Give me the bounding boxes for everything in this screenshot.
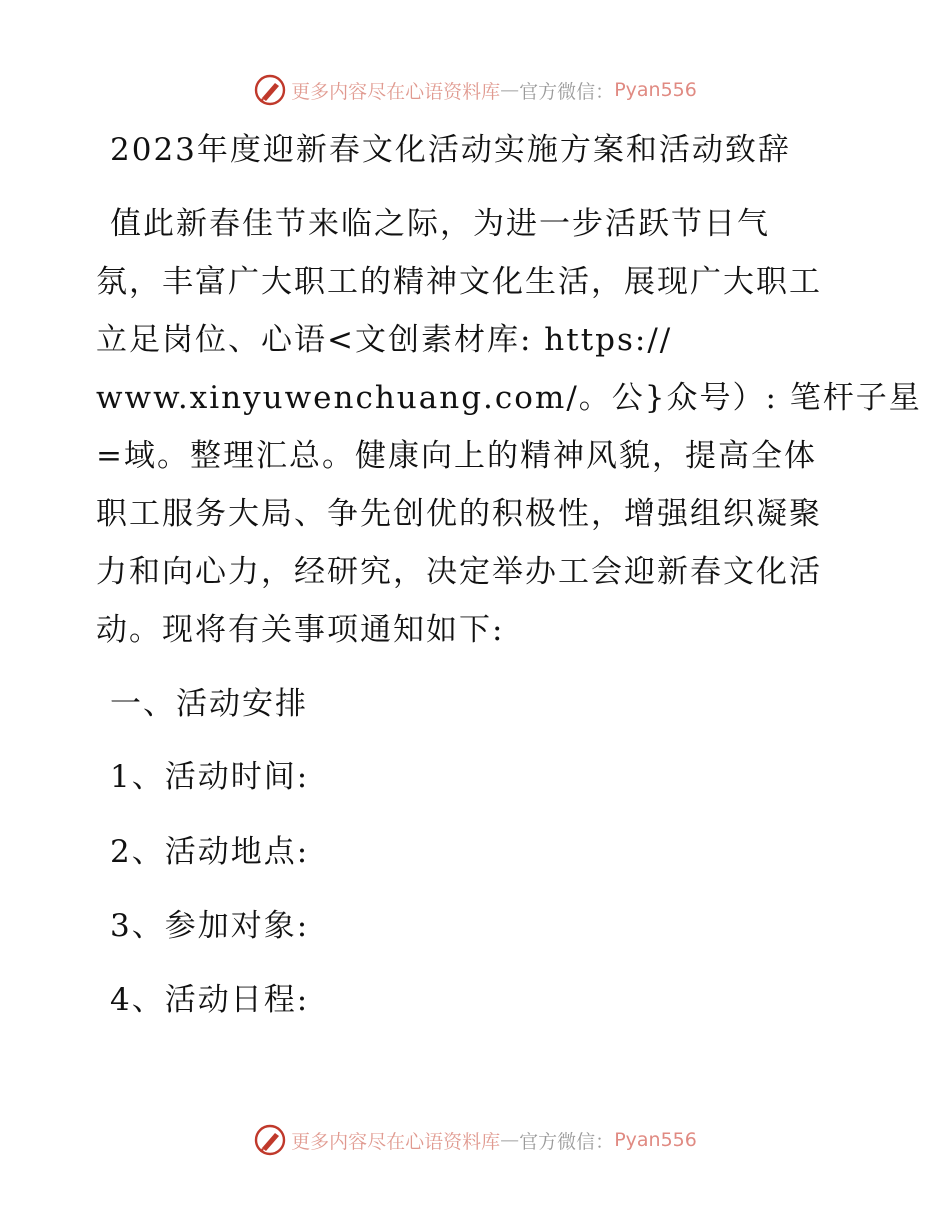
intro-line: 动。现将有关事项通知如下: (96, 612, 505, 648)
intro-line: 立足岗位、心语<文创素材库: https:// (96, 322, 673, 358)
intro-line: 值此新春佳节来临之际，为进一步活跃节日气 (110, 206, 770, 242)
intro-line: 职工服务大局、争先创优的积极性，增强组织凝聚 (96, 496, 822, 532)
document-title: 2023年度迎新春文化活动实施方案和活动致辞 (110, 132, 791, 168)
intro-line: 力和向心力，经研究，决定举办工会迎新春文化活 (96, 554, 822, 590)
quill-pen-logo-icon (253, 1123, 287, 1157)
header-banner (0, 70, 950, 110)
banner-brand-text: 更多内容尽在心语资料库 (291, 80, 501, 103)
banner-separator: — (500, 1129, 520, 1151)
list-item-time: 1、活动时间: (110, 759, 310, 795)
section-heading: 一、活动安排 (110, 686, 308, 722)
banner-wechat-label: 官方微信： (519, 80, 615, 103)
intro-line: www.xinyuwenchuang.com/。公}众号）: 笔杆子星 (96, 380, 922, 416)
quill-pen-logo-icon (253, 73, 287, 107)
banner-wechat-id: Pyan556 (614, 79, 697, 101)
banner-separator: — (500, 79, 520, 101)
intro-line: 氛，丰富广大职工的精神文化生活，展现广大职工 (96, 264, 822, 300)
list-item-schedule: 4、活动日程: (110, 982, 310, 1018)
intro-line: =域。整理汇总。健康向上的精神风貌，提高全体 (96, 438, 817, 474)
banner-wechat-label: 官方微信： (519, 1130, 615, 1153)
footer-banner (0, 1120, 950, 1160)
banner-brand-text: 更多内容尽在心语资料库 (291, 1130, 501, 1153)
banner-wechat-id: Pyan556 (614, 1129, 697, 1151)
list-item-participants: 3、参加对象: (110, 908, 310, 944)
list-item-location: 2、活动地点: (110, 834, 310, 870)
intro-paragraph (96, 195, 922, 659)
